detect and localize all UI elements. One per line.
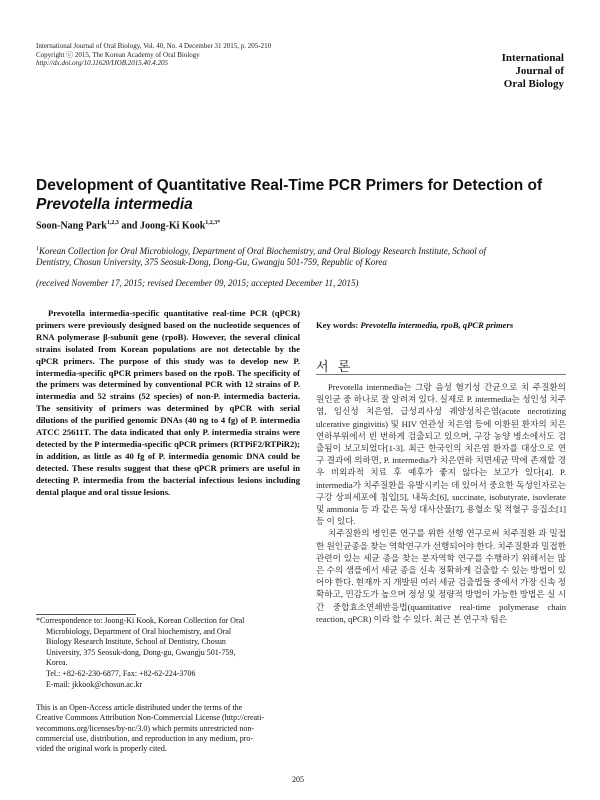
author-name: Soon-Nang Park: [36, 220, 107, 232]
open-access-notice: This is an Open-Access article distributed under the terms of the Creative Commons Attribution Non-Commercial License (http://creati- vecommons.org/licenses/by-nc/3.0) which permits unrestricted non- commercial use, distribution, and reproduction in any medium, pro- vided the original work is properly cited.: [36, 703, 265, 754]
paragraph: Prevotella intermedia는 그람 음성 혐기성 간균으로 치 주질환의 원인균 중 하나로 잘 알려져 있다. 실제로 P. intermedia는 성인성 치주염, 임신성 치은염, 급성괴사성 궤양성치은염(acute necrotizing ulcerative gingivitis) 및 HIV 연관성 치은염 등에 이환된 환자의 치은연하부위에서 빈 번하게 검출되고 있으며, 구강 농양 병소에서도 검출됨이 보고되었다[1-3]. 최근 한국인의 치은염 환자를 대상으로 연구 결과에 의하면, P. intermedia가 치은연하 치면세균 막에 존재할 경우 비외과적 치료 후 예후가 좋지 않다는 보고가 있다[4]. P. intermedia가 치주질환을 유발시키는 데 있어서 중요한 독성인자로는 구강 상피세포에 침입[5], 내독소[6], succinate, isobutyrate, isovlerate 및 ammonia 등 과 같은 독성 대사산물[7], 용혈소 및 적혈구 응집소[1] 등 이 있다.: [316, 382, 567, 527]
correspondence-note: *Correspondence to: Joong-Ki Kook, Korean Collection for Oral Microbiology, Department of Oral biochemistry, and Oral Biology Research Institute, School of Dentistry, Chosun University, 375 Seosuk-dong, Dong-gu, Gwangju 501-759, Korea. Tel.: +82-62-230-6877, Fax: +82-62-224-3706 E-mail: jkkook@chosun.ac.kr: [36, 616, 300, 690]
journal-header: [36, 42, 271, 68]
keywords: Key words: Prevotella intermedia, rpoB, qPCR primers: [316, 320, 514, 330]
author-name: Joong-Ki Kook: [139, 220, 206, 232]
introduction-text: [316, 381, 566, 625]
author-list: Soon-Nang Park$^{1,2,3}$ and Joong-Ki Kook$^{1,2,3*}$: [36, 220, 221, 232]
affiliation: $^1$Korean Collection for Oral Microbiology, Department of Oral Biochemistry, and Oral Biology Research Institute, School of Dentistry, Chosun University, 375 Seosuk-Dong, Dong-Gu, Gwangju 501-759, Republic of Korea: [36, 246, 486, 267]
section-divider: [316, 374, 566, 375]
journal-citation: International Journal of Oral Biology, Vol. 40, No. 4 December 31 2015, p. 205-210: [36, 42, 272, 50]
page-number: 205: [292, 775, 304, 784]
footnote-divider: [36, 614, 136, 615]
section-heading-introduction: 서 론: [316, 359, 354, 374]
journal-name-box: International Journal of Oral Biology: [501, 52, 564, 90]
corresponding-email[interactable]: E-mail: jkkook@chosun.ac.kr: [46, 679, 143, 689]
abstract: [36, 308, 300, 499]
doi-link[interactable]: http://dx.doi.org/10.11620/IJOB.2015.40.4.205: [36, 59, 169, 68]
article-title: Development of Quantitative Real-Time PCR Primers for Detection of Prevotella intermedia: [36, 177, 543, 213]
copyright-line: Copyright ⓒ 2015, The Korean Academy of Oral Biology: [36, 50, 200, 59]
abstract-text: Prevotella intermedia-specific quantitative real-time PCR (qPCR) primers were previously designed based on the nucleotide sequences of RNA polymerase β-subunit gene (rpoB). However, the several clinical strains isolated from Korean populations are not detectable by the qPCR primers. The purpose of this study was to develop new P. intermedia-specific qPCR primers based on the rpoB. The specificity of the primers was determined by conventional PCR with 12 strains of P. intermedia and 52 strains (52 species) of non-P. intermedia bacteria. The sensitivity of primers was determined by qPCR with serial dilutions of the purified genomic DNAs (40 ng to 4 fg) of P. intermedia ATCC 25611T. The data indicated that only P. intermedia strains were detected by the P intermedia-specific qPCR primers (RTPiF2/RTPiR2); in addition, as little as 40 fg of P. intermedia genomic DNA could be detected. These results suggest that these qPCR primers are useful in detecting P. intermedia from the bacterial infectious lesions including dental plaque and oral tissue lesions.: [36, 308, 301, 497]
paragraph: 치주질환의 병인론 연구를 위한 선행 연구로써 치주질환 과 밀접한 원인균종을 찾는 역학연구가 선행되어야 한다. 치주질환과 밀접한 관련이 있는 세균 종을 찾는 분자역학 연구를 수행하기 위해서는 많은 수의 샘플에서 세균 종을 신속 정확하게 검출할 수 있는 방법이 있어야 한다. 현재까 지 개발된 여러 세균 검출법들 중에서 가장 신속 정확하고, 민감도가 높으며 정성 및 정량적 방법이 가능한 방법은 실 시간 중합효소연쇄반응법(quantitative real-time polymerase chain reaction, qPCR) 이라 할 수 있다. 최근 본 연구자 팀은: [316, 528, 567, 624]
received-dates: (received November 17, 2015; revised December 09, 2015; accepted December 11, 2015): [36, 278, 359, 288]
